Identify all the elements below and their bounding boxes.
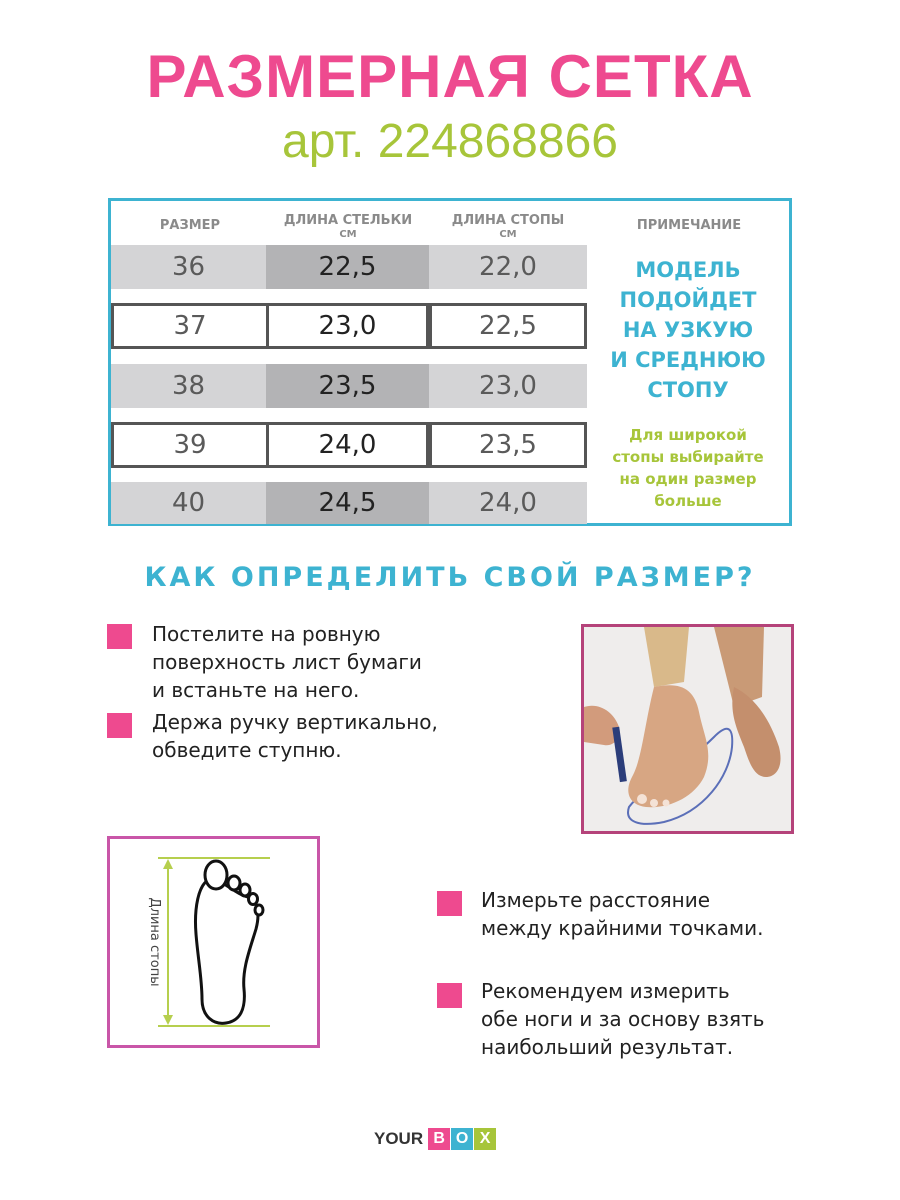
cell-foot: 22,5: [429, 303, 587, 349]
wide-foot-note: [598, 424, 778, 512]
wide-foot-note-line: больше: [654, 492, 722, 510]
foot-tracing-photo: [581, 624, 794, 834]
step-3: [481, 886, 763, 942]
header-size: РАЗМЕР: [159, 218, 221, 233]
logo-letter: X: [474, 1128, 496, 1150]
step-4: [481, 977, 764, 1061]
wide-foot-note-line: на один размер: [619, 470, 757, 488]
bullet-square-icon: [437, 891, 462, 916]
logo-your: YOUR: [374, 1129, 424, 1148]
header-insole-unit: СМ: [339, 229, 357, 240]
step-line: и встаньте на него.: [152, 678, 360, 702]
step-line: между крайними точками.: [481, 916, 764, 940]
fit-note: [598, 255, 778, 405]
header-note: ПРИМЕЧАНИЕ: [636, 218, 742, 233]
fit-note-line: МОДЕЛЬ: [635, 258, 741, 282]
page-title: РАЗМЕРНАЯ СЕТКА: [146, 43, 754, 110]
article-number: арт. 224868866: [282, 115, 618, 168]
cell-foot: 22,0: [479, 252, 537, 282]
step-line: Рекомендуем измерить: [481, 979, 730, 1003]
fit-note-line: И СРЕДНЮЮ: [610, 348, 766, 372]
bullet-square-icon: [107, 713, 132, 738]
table-row: [111, 482, 587, 524]
cell-size: 36: [171, 252, 206, 282]
step-line: Держа ручку вертикально,: [152, 710, 438, 734]
fit-note-line: ПОДОЙДЕТ: [619, 288, 757, 312]
step-1: [152, 620, 422, 704]
cell-foot: 23,5: [429, 422, 587, 468]
header-foot-unit: СМ: [499, 229, 517, 240]
cell-insole: 24,0: [266, 422, 429, 468]
header-insole-label: ДЛИНА СТЕЛЬКИ: [283, 213, 413, 228]
brand-logo: [374, 1126, 496, 1152]
header-foot-label: ДЛИНА СТОПЫ: [451, 213, 565, 228]
cell-insole: 23,0: [266, 303, 429, 349]
fit-note-line: СТОПУ: [647, 378, 729, 402]
foot-tracing-illustration: [584, 627, 791, 831]
table-row: [111, 364, 587, 408]
cell-size: 39: [111, 422, 266, 468]
header-foot: [428, 214, 588, 242]
wide-foot-note-line: стопы выбирайте: [612, 448, 764, 466]
step-line: наибольший результат.: [481, 1035, 734, 1059]
bullet-square-icon: [437, 983, 462, 1008]
how-to-title: КАК ОПРЕДЕЛИТЬ СВОЙ РАЗМЕР?: [144, 562, 756, 593]
cell-insole: 22,5: [266, 245, 429, 289]
step-line: обе ноги и за основу взять: [481, 1007, 765, 1031]
step-line: Постелите на ровную: [152, 622, 381, 646]
step-line: Измерьте расстояние: [481, 888, 711, 912]
foot-length-label: Длина стопы: [147, 897, 162, 987]
table-row: [111, 245, 587, 289]
fit-note-line: НА УЗКУЮ: [622, 318, 754, 342]
cell-foot: 23,0: [479, 371, 537, 401]
foot-length-diagram: [107, 836, 320, 1048]
table-row: [111, 422, 587, 468]
step-2: [152, 708, 438, 764]
cell-foot: 24,0: [479, 488, 537, 518]
logo-letter: B: [428, 1128, 450, 1150]
step-line: поверхность лист бумаги: [152, 650, 422, 674]
logo-letter: O: [451, 1128, 473, 1150]
wide-foot-note-line: Для широкой: [629, 426, 747, 444]
cell-size: 38: [171, 371, 206, 401]
cell-size: 40: [171, 488, 206, 518]
step-line: обведите ступню.: [152, 738, 342, 762]
table-row: [111, 303, 587, 349]
bullet-square-icon: [107, 624, 132, 649]
cell-size: 37: [111, 303, 266, 349]
header-insole: [268, 214, 428, 242]
cell-insole: 24,5: [266, 482, 429, 524]
cell-insole: 23,5: [266, 364, 429, 408]
